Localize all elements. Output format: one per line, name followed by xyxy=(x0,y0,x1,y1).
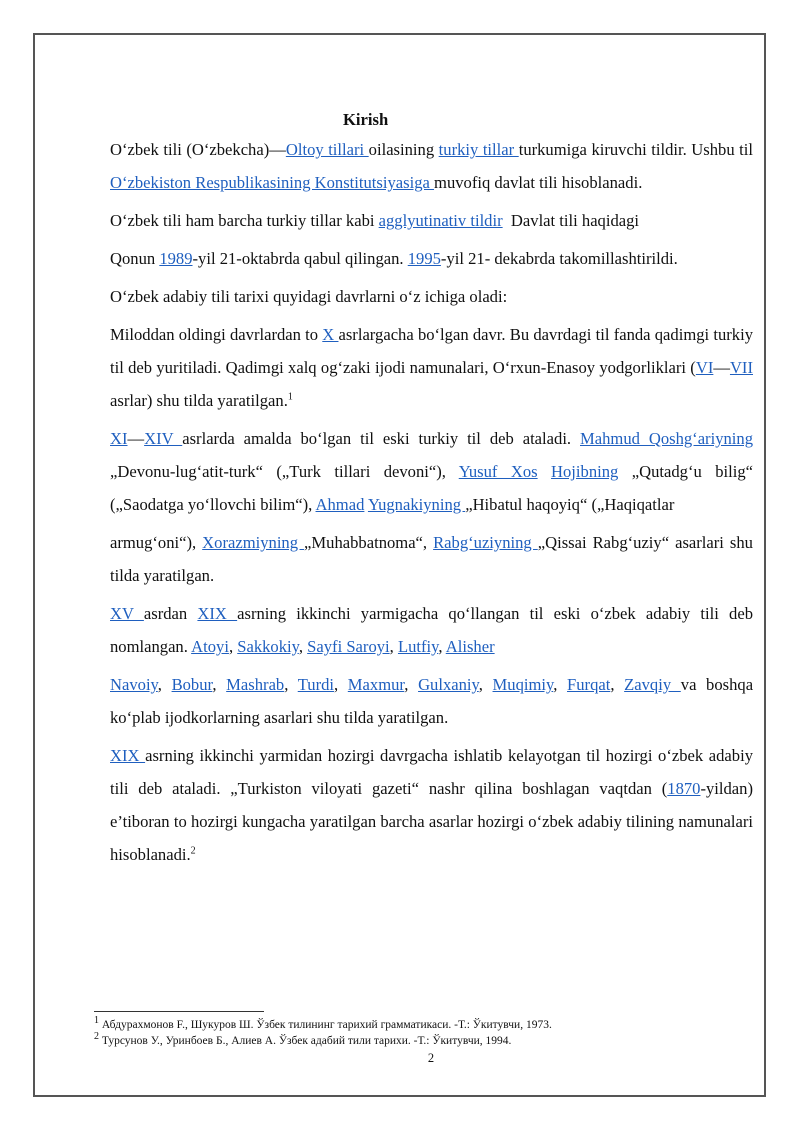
link-gulxaniy[interactable]: Gulxaniy xyxy=(418,675,479,694)
paragraph-works xyxy=(110,526,753,592)
text: va boshqa ko‘plab ijodkorlarning asarlari shu tilda yaratilgan. xyxy=(110,675,754,727)
link-vi[interactable]: VI xyxy=(695,358,714,377)
text: , xyxy=(610,675,625,694)
text: turkumiga kiruvchi tildir. Ushbu til xyxy=(518,140,753,159)
text: , xyxy=(334,675,348,694)
text: muvofiq davlat tili hisoblanadi. xyxy=(434,173,643,192)
paragraph-intro xyxy=(110,133,753,199)
link-1870[interactable]: 1870 xyxy=(667,779,701,798)
text: armug‘oni“), xyxy=(110,533,203,552)
link-sayfi-saroyi[interactable]: Sayfi Saroyi xyxy=(307,637,390,656)
link-mashrab[interactable]: Mashrab xyxy=(226,675,285,694)
paragraph-periods xyxy=(110,280,753,313)
text: „Hibatul haqoyiq“ („Haqiqatlar xyxy=(465,495,675,514)
footnote-1 xyxy=(94,1017,754,1033)
footnote-ref-1[interactable]: 1 xyxy=(287,391,293,403)
link-xv[interactable]: XV xyxy=(110,604,144,623)
paragraph-law xyxy=(110,242,753,275)
text: „Qutadg‘u bilig“ („Saodatga yo‘llovchi bilim“), xyxy=(110,462,753,514)
link-furqat[interactable]: Furqat xyxy=(567,675,611,694)
text: asrlar) shu tilda yaratilgan. xyxy=(110,391,288,410)
text: -yildan) e’tiboran to hozirgi kungacha yaratilgan barcha asarlar hozirgi o‘zbek adabiy tilining namunalari hisoblanadi. xyxy=(110,779,753,864)
text: asrdan xyxy=(143,604,198,623)
link-mahmud-qoshgariy[interactable]: Mahmud Qoshg‘ariyning xyxy=(580,429,753,448)
link-konstitutsiya[interactable]: O‘zbekiston Respublikasining Konstitutsiyasiga xyxy=(110,173,435,192)
paragraph-ancient xyxy=(110,318,753,417)
text: , xyxy=(438,637,446,656)
link-sakkokiy[interactable]: Sakkokiy xyxy=(237,637,299,656)
footnotes xyxy=(94,1011,754,1049)
link-xorazmiy[interactable]: Xorazmiyning xyxy=(202,533,305,552)
link-xiv[interactable]: XIV xyxy=(144,429,183,448)
text: asrning ikkinchi yarmigacha qo‘llangan til eski o‘zbek adabiy tili deb nomlangan. xyxy=(110,604,753,656)
footnote-number: 1 xyxy=(94,1015,99,1027)
link-navoiy[interactable]: Navoiy xyxy=(110,675,158,694)
text: , xyxy=(298,637,308,656)
text: „Muhabbatnoma“, xyxy=(304,533,434,552)
paragraph-modern xyxy=(110,739,753,871)
text: , xyxy=(284,675,298,694)
link-turkiy-tillar[interactable]: turkiy tillar xyxy=(438,140,519,159)
text: , xyxy=(478,675,493,694)
text: O‘zbek tili ham barcha turkiy tillar kabi xyxy=(110,211,379,230)
footnote-number: 2 xyxy=(94,1031,99,1043)
text: -yil 21- dekabrda takomillashtirildi. xyxy=(440,249,678,268)
text: , xyxy=(228,637,238,656)
text: asrning ikkinchi yarmidan hozirgi davrgacha ishlatib kelayotgan til hozirgi o‘zbek adabiy tili deb ataladi. „Turkiston viloyati gazeti“ nashr qilina boshlagan vaqtdan ( xyxy=(110,746,753,798)
text: , xyxy=(157,675,172,694)
footnote-text: Турсунов У., Уринбоев Б., Алиев А. Ўзбек адабий тили тарихи. -Т.: Ўкитувчи, 1994. xyxy=(99,1035,512,1047)
text: O‘zbek adabiy tili tarixi quyidagi davrlarni o‘z ichiga oladi: xyxy=(110,287,508,306)
link-alisher[interactable]: Alisher xyxy=(445,637,495,656)
link-maxmur[interactable]: Maxmur xyxy=(347,675,405,694)
footnote-2 xyxy=(94,1033,754,1049)
link-1995[interactable]: 1995 xyxy=(407,249,441,268)
text: -yil 21-oktabrda qabul qilingan. xyxy=(192,249,408,268)
link-atoyi[interactable]: Atoyi xyxy=(191,637,229,656)
link-xix-modern[interactable]: XIX xyxy=(110,746,146,765)
footnote-ref-2[interactable]: 2 xyxy=(190,845,196,857)
paragraph-old-turkic xyxy=(110,422,753,521)
page-number: 2 xyxy=(427,1051,435,1065)
paragraph-old-uzbek xyxy=(110,597,753,663)
text: „Devonu-lug‘atit-turk“ („Turk tillari devoni“), xyxy=(110,462,459,481)
text: — xyxy=(713,358,730,377)
link-vii[interactable]: VII xyxy=(729,358,753,377)
text: Davlat tili haqidagi xyxy=(502,211,640,230)
text: asrlarda amalda bo‘lgan til eski turkiy til deb ataladi. xyxy=(182,429,580,448)
link-zavqiy[interactable]: Zavqiy xyxy=(624,675,681,694)
text: , xyxy=(553,675,568,694)
paragraph-poets xyxy=(110,668,753,734)
document-body xyxy=(110,105,753,876)
link-xix[interactable]: XIX xyxy=(197,604,238,623)
paragraph-agglutinative xyxy=(110,204,753,237)
link-oltoy-tillari[interactable]: Oltoy tillari xyxy=(285,140,369,159)
link-yusuf-xos[interactable]: Yusuf Xos xyxy=(458,462,538,481)
link-turdi[interactable]: Turdi xyxy=(297,675,335,694)
link-1989[interactable]: 1989 xyxy=(159,249,193,268)
link-ahmad[interactable]: Ahmad xyxy=(315,495,365,514)
text xyxy=(538,462,551,481)
text: O‘zbek tili (O‘zbekcha)— xyxy=(110,140,286,159)
text: Miloddan oldingi davrlardan to xyxy=(110,325,323,344)
text: oilasining xyxy=(368,140,439,159)
text: , xyxy=(212,675,227,694)
link-agglyutinativ[interactable]: agglyutinativ tildir xyxy=(378,211,503,230)
text: , xyxy=(389,637,398,656)
footnote-text: Абдурахмонов F., Шукуров Ш. Ўзбек тилининг тарихий грамматикаси. -Т.: Ўкитувчи, 1973. xyxy=(99,1019,552,1031)
link-xi[interactable]: XI xyxy=(110,429,128,448)
link-x[interactable]: X xyxy=(322,325,339,344)
text: — xyxy=(127,429,145,448)
text: asrlargacha bo‘lgan davr. Bu davrdagi til fanda qadimgi turkiy til deb yuritiladi. Qadimgi xalq og‘zaki ijodi namunalari, O‘rxun-Enasoy yodgorliklari ( xyxy=(110,325,753,377)
text: „Qissai Rabg‘uziy“ asarlari shu tilda yaratilgan. xyxy=(110,533,753,585)
link-rabguziy[interactable]: Rabg‘uziyning xyxy=(433,533,538,552)
section-title: Kirish xyxy=(343,110,389,129)
link-hojib[interactable]: Hojibning xyxy=(551,462,619,481)
link-muqimiy[interactable]: Muqimiy xyxy=(492,675,554,694)
text: Qonun xyxy=(110,249,160,268)
link-lutfiy[interactable]: Lutfiy xyxy=(397,637,439,656)
link-bobur[interactable]: Bobur xyxy=(171,675,213,694)
text: , xyxy=(404,675,419,694)
footnote-divider xyxy=(94,1011,264,1012)
link-yugnakiy[interactable]: Yugnakiyning xyxy=(367,495,466,514)
